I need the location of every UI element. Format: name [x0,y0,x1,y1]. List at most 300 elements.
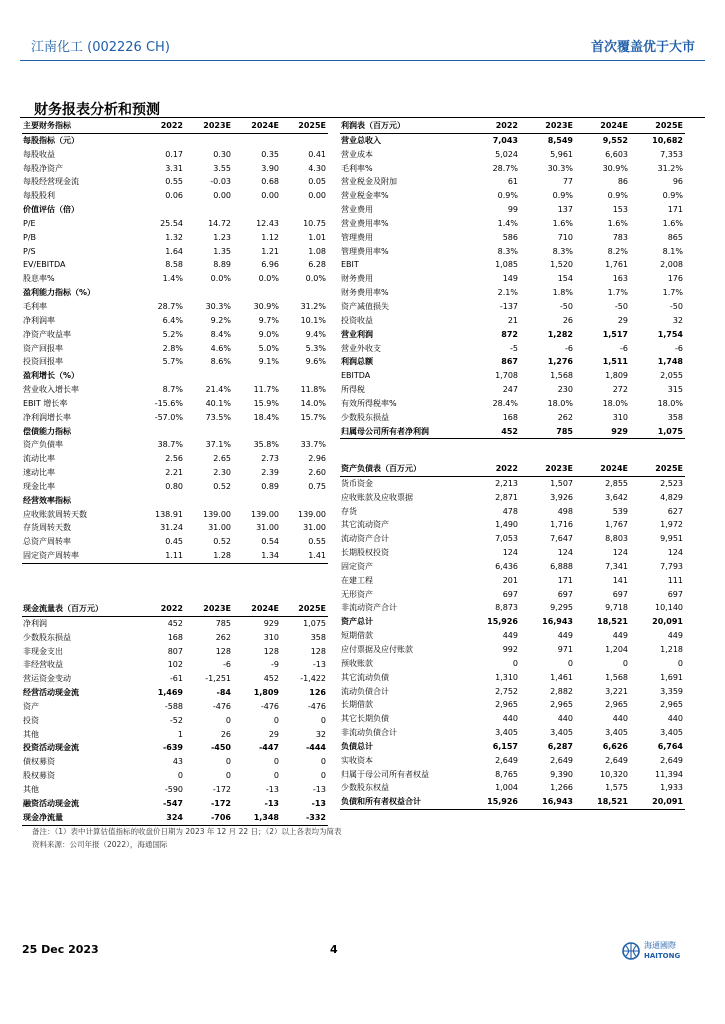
value-cell: 18.0% [602,398,628,408]
year-header-cell: 2023E [185,602,233,616]
table-row [22,231,328,245]
value-cell [137,369,185,383]
table-row [22,314,328,328]
value-cell: 0.00 [261,191,279,201]
value-cell: 141 [612,575,628,585]
row-label: 经营效率指标 [23,495,71,505]
row-label: EBITDA [341,371,371,381]
logo-english-text: HAITONG [644,952,681,960]
value-cell: 10,140 [655,603,683,613]
value-cell: 1,276 [547,357,573,367]
table-row [340,615,685,629]
value-cell: 1,748 [657,357,683,367]
year-header-cell: 2022 [465,462,520,476]
value-cell [185,494,233,508]
value-cell: -476 [260,701,279,711]
value-cell: 153 [612,205,628,215]
value-cell: 9,951 [660,534,683,544]
value-cell: 272 [612,385,628,395]
value-cell: -84 [216,688,231,698]
value-cell: 9.1% [258,357,279,367]
row-label: 偿债能力指标 [23,426,71,436]
value-cell: 1,754 [657,329,683,339]
value-cell: 872 [501,329,518,339]
value-cell: -172 [210,798,231,808]
value-cell: 6.4% [162,315,183,325]
value-cell: 9.4% [305,329,326,339]
table-row [340,342,685,356]
value-cell: 8,803 [605,534,628,544]
value-cell: 0 [320,715,326,725]
row-label: 少数股东权益 [341,783,389,793]
row-label: EBIT [341,260,359,270]
row-label: 债权募资 [23,757,55,767]
value-cell: 8,765 [495,769,518,779]
value-cell [233,203,281,217]
note-remark: 备注：（1）表中计算估值指标的收盘价日期为 2023 年 12 月 22 日；（2）以上各表均为简表 [32,827,342,836]
row-label: 固定资产周转率 [22,549,137,563]
value-cell [281,286,328,300]
row-label: 每股收益 [23,149,55,159]
table-notes [32,825,342,851]
value-cell: 2,965 [605,700,628,710]
value-cell: 14.0% [300,398,326,408]
year-header-cell: 2023E [520,462,575,476]
value-cell: 867 [501,357,518,367]
value-cell: 1,266 [550,783,573,793]
value-cell: 2,871 [495,492,518,502]
value-cell: 1,708 [495,371,518,381]
value-cell: 0.30 [213,149,231,159]
value-cell: 26 [220,729,231,739]
value-cell: 1.7% [662,288,683,298]
table-row [340,328,685,342]
value-cell: 1,511 [602,357,628,367]
value-cell: 10,682 [652,135,683,145]
table-row [340,546,685,560]
value-cell: 0.9% [497,191,518,201]
value-cell: 1.28 [185,549,233,563]
value-cell: -61 [169,674,183,684]
row-label: 短期借款 [341,631,373,641]
row-label: 流动比率 [23,454,55,464]
value-cell: -5 [510,343,518,353]
value-cell [281,369,328,383]
value-cell: 0 [273,771,279,781]
value-cell: 1,933 [660,783,683,793]
value-cell: 38.7% [157,440,183,450]
row-label: 应收账款及应收票据 [341,492,413,502]
row-label: 其它流动资产 [341,520,389,530]
value-cell: 9.2% [210,315,231,325]
table-row [22,425,328,439]
value-cell [185,369,233,383]
value-cell: 21.4% [205,385,231,395]
row-label: 营运资金变动 [23,674,71,684]
value-cell: 0.00 [213,191,231,201]
value-cell: 262 [557,412,573,422]
value-cell: 7,043 [492,135,518,145]
value-cell: 7,793 [660,561,683,571]
table-row [22,797,328,811]
value-cell: 1,004 [495,783,518,793]
row-label: 每股股利 [23,191,55,201]
income-statement-table [340,119,685,439]
value-cell: 0 [225,771,231,781]
value-cell: -50 [669,301,683,311]
table-row [340,383,685,397]
value-cell: 785 [215,618,231,628]
value-cell: 168 [502,412,518,422]
value-cell: 1,075 [630,425,685,439]
value-cell: 2,965 [660,700,683,710]
row-label: 负债总计 [341,741,373,751]
value-cell: 0.68 [261,177,279,187]
value-cell: 9,390 [550,769,573,779]
value-cell: -1,422 [300,674,326,684]
value-cell: 33.7% [300,440,326,450]
value-cell: -6 [223,660,231,670]
value-cell: 124 [667,548,683,558]
row-label: 应付票据及应付账款 [341,644,413,654]
year-header-cell: 2024E [233,602,281,616]
year-header-cell: 2024E [575,119,630,133]
value-cell: 9.7% [258,315,279,325]
value-cell: 2,882 [550,686,573,696]
value-cell: 0 [677,658,683,668]
table-row [22,769,328,783]
value-cell: 2,055 [660,371,683,381]
value-cell: 5.3% [305,343,326,353]
value-cell: 18.4% [253,412,279,422]
value-cell: 1.11 [137,549,185,563]
cash-flow-table [22,602,328,826]
value-cell: 96 [672,177,683,187]
value-cell: 1,716 [550,520,573,530]
row-label: 少数股东损益 [23,632,71,642]
row-label: 在建工程 [341,575,373,585]
value-cell: 3,405 [605,728,628,738]
value-cell: 18,521 [575,795,630,809]
row-label: 营业收入增长率 [23,385,79,395]
haitong-logo [622,939,700,965]
value-cell: 452 [263,674,279,684]
value-cell [233,425,281,439]
table-title-cell: 利润表（百万元） [340,119,465,133]
value-cell: 449 [612,631,628,641]
value-cell: 1.34 [233,549,281,563]
value-cell: 0.06 [165,191,183,201]
value-cell: 43 [172,757,183,767]
row-label: EV/EBITDA [23,260,66,270]
row-label: 长期股权投资 [341,548,389,558]
header-divider [20,60,705,61]
row-label: 资产 [23,701,39,711]
value-cell: 929 [575,425,630,439]
row-label: 毛利率 [23,301,47,311]
value-cell: 247 [502,385,518,395]
value-cell: 2,965 [550,700,573,710]
value-cell: 3,359 [660,686,683,696]
value-cell: -15.6% [154,398,183,408]
table-row [22,133,328,147]
value-cell: 8.7% [162,385,183,395]
value-cell: 10.1% [300,315,326,325]
row-label: 非流动资产合计 [341,603,397,613]
value-cell: 6.28 [308,260,326,270]
table-row [22,521,328,535]
value-cell: 201 [502,575,518,585]
value-cell: 29 [268,729,279,739]
value-cell: 0.80 [165,481,183,491]
value-cell: 20,091 [652,617,683,627]
table-row [22,369,328,383]
value-cell: 2.21 [165,468,183,478]
value-cell: 6,888 [550,561,573,571]
value-cell: 138.91 [155,509,183,519]
value-cell: 0.55 [165,177,183,187]
value-cell: 6,436 [495,561,518,571]
value-cell: 1.64 [165,246,183,256]
table-row [22,245,328,259]
value-cell: -588 [164,701,183,711]
value-cell: -13 [265,784,279,794]
footer-date: 25 Dec 2023 [22,943,99,956]
value-cell: 324 [137,811,185,825]
value-cell: 2.1% [497,288,518,298]
value-cell: 2,649 [495,755,518,765]
row-label: 现金净流量 [22,811,137,825]
value-cell: 498 [557,506,573,516]
value-cell: 2,965 [495,700,518,710]
value-cell: 0.17 [165,149,183,159]
value-cell: -50 [559,301,573,311]
year-header-cell: 2025E [281,119,328,133]
value-cell: -137 [499,301,518,311]
table-row [340,740,685,754]
row-label: 投资 [23,715,39,725]
value-cell: 0.52 [213,537,231,547]
value-cell: 0.52 [213,481,231,491]
report-header-left: 江南化工 (002226 CH) [31,40,170,55]
table-title-cell: 资产负债表（百万元） [340,462,465,476]
value-cell: 99 [507,205,518,215]
value-cell: 2,855 [605,478,628,488]
value-cell: 8.3% [497,246,518,256]
table-row [22,162,328,176]
value-cell: 128 [215,646,231,656]
value-cell: 1,490 [495,520,518,530]
value-cell: 2.39 [261,468,279,478]
value-cell: 15,926 [487,617,518,627]
value-cell: 15,926 [465,795,520,809]
value-cell: 0.89 [261,481,279,491]
row-label: 实收资本 [341,755,373,765]
row-label: 资产负债率 [23,440,63,450]
table-row [340,601,685,615]
haitong-globe-icon [622,942,640,960]
value-cell: 1.4% [162,274,183,284]
table-row [340,532,685,546]
row-label: 归属母公司所有者净利润 [340,425,465,439]
value-cell: 3,926 [550,492,573,502]
table-row [22,355,328,369]
value-cell: 4.6% [210,343,231,353]
value-cell: 1,507 [550,478,573,488]
value-cell: -57.0% [154,412,183,422]
table-row [22,342,328,356]
value-cell: 9.6% [305,357,326,367]
row-label: 净利润 [23,618,47,628]
year-header-cell: 2025E [630,119,685,133]
value-cell: 6,287 [547,741,573,751]
value-cell: -172 [212,784,231,794]
value-cell: 0 [320,771,326,781]
value-cell: 3,405 [550,728,573,738]
value-cell: 1.12 [261,232,279,242]
value-cell: 1.01 [308,232,326,242]
value-cell: 440 [612,714,628,724]
value-cell: 262 [215,632,231,642]
table-row [340,560,685,574]
value-cell: 139.00 [251,509,279,519]
row-label: 营业费用 [341,205,373,215]
value-cell: 0 [320,757,326,767]
value-cell: 102 [167,660,183,670]
value-cell: 18.0% [547,398,573,408]
table-row [340,148,685,162]
value-cell: 2,649 [550,755,573,765]
value-cell: 139.00 [298,509,326,519]
value-cell: 5,024 [495,149,518,159]
row-label: 预收账款 [341,658,373,668]
value-cell [137,203,185,217]
row-label: 负债和所有者权益合计 [340,795,465,809]
value-cell: 163 [612,274,628,284]
value-cell: -476 [307,701,326,711]
table-row [340,698,685,712]
value-cell: 128 [310,646,326,656]
value-cell: -9 [271,660,279,670]
value-cell: 1.7% [607,288,628,298]
table-row [340,712,685,726]
table-row [22,383,328,397]
value-cell: 10.75 [303,218,326,228]
value-cell: 14.72 [208,218,231,228]
value-cell: -0.03 [210,177,231,187]
value-cell: 2,523 [660,478,683,488]
ratios-table [22,119,328,564]
value-cell: 6,764 [657,741,683,751]
value-cell: 31.00 [303,523,326,533]
value-cell: 30.3% [547,163,573,173]
value-cell: 2.96 [308,454,326,464]
value-cell: 28.4% [492,398,518,408]
value-cell: 73.5% [205,412,231,422]
table-row [340,768,685,782]
value-cell: 11,394 [655,769,683,779]
value-cell: 440 [667,714,683,724]
value-cell: -706 [185,811,233,825]
value-cell: 126 [309,688,326,698]
row-label: 少数股东损益 [341,412,389,422]
value-cell: 310 [263,632,279,642]
table-row [340,657,685,671]
row-label: 其它流动负债 [341,672,389,682]
value-cell: -447 [258,743,279,753]
value-cell: 0.35 [261,149,279,159]
value-cell: 21 [507,315,518,325]
table-row [340,272,685,286]
table-row [22,217,328,231]
row-label: 资产减值损失 [341,301,389,311]
value-cell [185,203,233,217]
value-cell: -1,251 [205,674,231,684]
table-row [340,685,685,699]
value-cell: 28.7% [492,163,518,173]
value-cell: 3,221 [605,686,628,696]
value-cell: 1.41 [281,549,328,563]
value-cell: 149 [502,274,518,284]
value-cell: 8.1% [662,246,683,256]
row-label: 营业利润 [341,329,373,339]
value-cell: 35.8% [253,440,279,450]
row-label: 其它长期负债 [341,714,389,724]
row-label: 速动比率 [23,468,55,478]
value-cell: 20,091 [630,795,685,809]
row-label: 财务费用率% [341,288,389,298]
value-cell: 32 [672,315,683,325]
value-cell: -13 [312,660,326,670]
value-cell: 61 [507,177,518,187]
value-cell [281,425,328,439]
value-cell: 8.4% [210,329,231,339]
table-row [22,397,328,411]
value-cell: 358 [310,632,326,642]
value-cell: 26 [562,315,573,325]
row-label: 流动负债合计 [341,686,389,696]
value-cell [185,133,233,147]
row-label: 长期借款 [341,700,373,710]
row-label: 每股指标（元） [23,135,79,145]
table-row [22,783,328,797]
value-cell: 1.21 [261,246,279,256]
value-cell: 5.0% [258,343,279,353]
value-cell: 176 [667,274,683,284]
value-cell: 1,809 [253,688,279,698]
row-label: 投资活动现金流 [23,743,79,753]
value-cell [185,425,233,439]
table-row [340,231,685,245]
table-header-row [340,119,685,133]
value-cell: 154 [557,274,573,284]
table-row [340,286,685,300]
year-header-cell: 2023E [185,119,233,133]
value-cell: 1,520 [550,260,573,270]
value-cell: 128 [263,646,279,656]
row-label: 投资收益 [341,315,373,325]
row-label: 每股净资产 [23,163,63,173]
value-cell: 0 [177,771,183,781]
table-row [340,795,685,809]
row-label: 资产回报率 [23,343,63,353]
page-number: 4 [330,943,338,956]
value-cell: 0.9% [552,191,573,201]
table-row [22,645,328,659]
table-row [340,574,685,588]
value-cell: 1,809 [605,371,628,381]
value-cell: 440 [557,714,573,724]
